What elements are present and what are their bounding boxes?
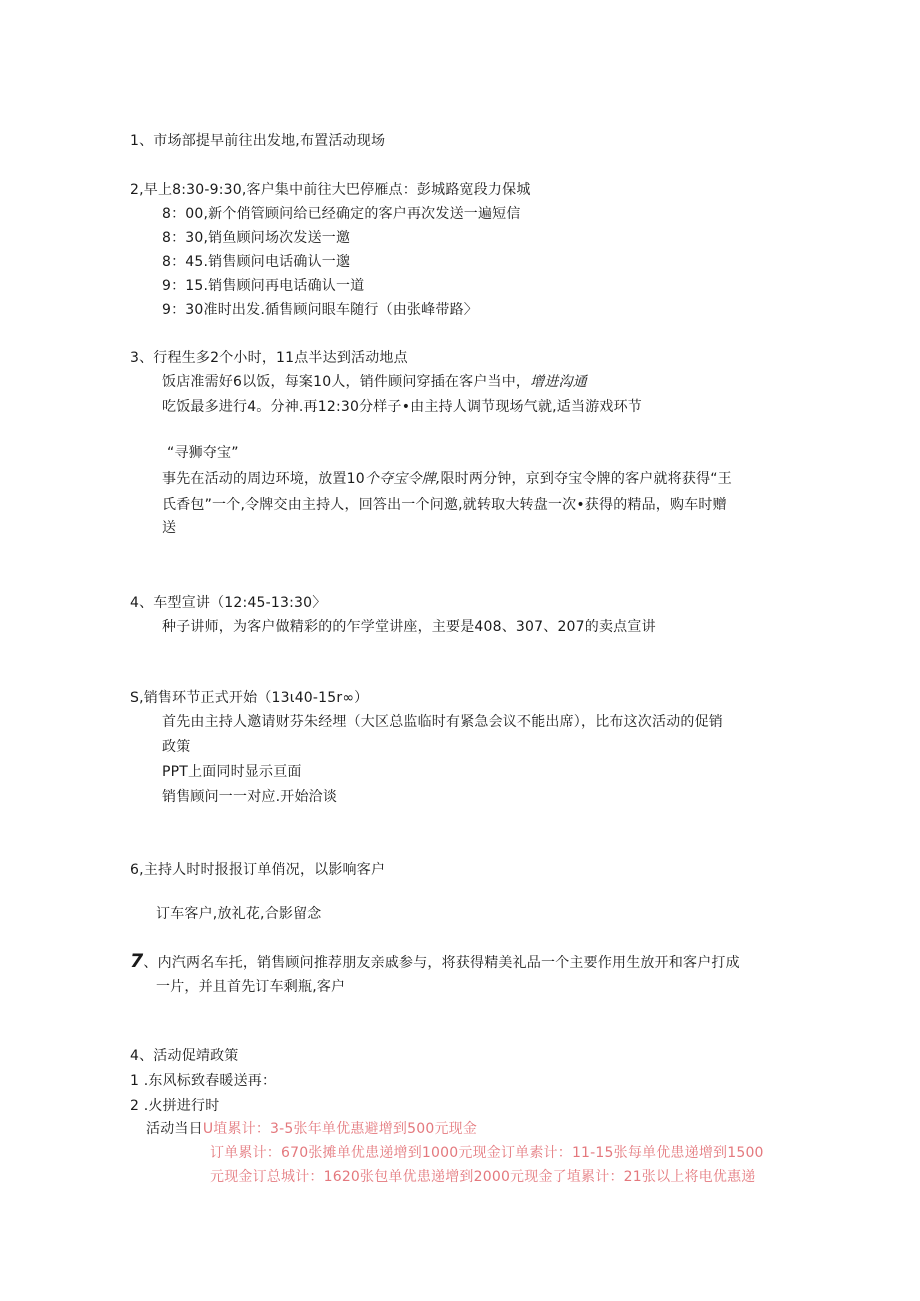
policy-today-label: 活动当日 xyxy=(146,1121,203,1137)
section-4-heading: 4、车型宣讲（12:45-13:30〉 xyxy=(130,595,327,611)
sales-line-1: 首先由主持人邀请财芬朱经埋（大区总监临时有紧急会议不能出席），比布这次活动的促销 xyxy=(162,714,723,730)
sales-line-4: 销售顾问一一对应.开始洽谈 xyxy=(162,789,338,805)
section-3-heading: 3、行程生多2个小时，11点半达到活动地点 xyxy=(130,350,408,366)
game-desc-part-c: 限时两分钟，京到夺宝令牌的客户就将获得“王 xyxy=(440,471,732,487)
policy-tiers-line-1: 订单累计：670张摊单优患递增到1000元现金订单素计：11-15张每单优患递增到1500 xyxy=(210,1145,764,1161)
policy-tier-1: U埴累计：3-5张年单优惠避增到500元现金 xyxy=(202,1121,478,1137)
celebration-line: 订车客户,放礼花,合影留念 xyxy=(156,906,322,922)
policy-today-line xyxy=(146,1119,477,1139)
section-6-heading: 6,主持人时时报报订单俏况，以影响客户 xyxy=(130,862,386,878)
section-1-heading: 1、市场部提早前往出发地,布置活动现场 xyxy=(130,133,386,149)
lunch-line xyxy=(162,372,587,392)
game-desc-part-a: 事先在活动的周边环境，放置10 xyxy=(162,471,365,487)
schedule-item-1: 8：00,新个俏管顾问给已经确定的客户再次发送一遍短信 xyxy=(162,206,521,222)
lunch-text: 饭店准需好6以饭，每案10人，销件顾问穿插在客户当中， xyxy=(162,374,531,390)
lecture-line: 种子讲师，为客户做精彩的的乍学堂讲座，主要是408、307、207的卖点宣讲 xyxy=(162,619,656,635)
sales-line-2: 政策 xyxy=(162,739,191,755)
section-7-text: 、内汽两名车托，销售顾问推荐朋友亲戚参与，将获得精美礼品一个主要作用生放开和客户打成 xyxy=(143,955,740,971)
sales-line-3: PPT上面同时显示亘面 xyxy=(162,764,302,780)
schedule-item-2: 8：30,销鱼顾问场次发送一邀 xyxy=(162,230,351,246)
section-2-heading: 2,早上8:30-9:30,客户集中前往大巴停雁点：彭城路宽段力保城 xyxy=(130,182,531,198)
lunch-emphasis: 增进沟通 xyxy=(530,374,587,390)
section-7-heading xyxy=(130,951,740,973)
schedule-item-3: 8：45.销售顾问电话确认一邈 xyxy=(162,254,351,270)
game-desc-line-1 xyxy=(162,469,732,489)
game-desc-line-2: 氏香包”一个,令牌交由主持人，回答出一个问邀,就转取大转盘一次•获得的精品，购车时赠 xyxy=(162,497,727,513)
section-5-heading: S,销售环节正式开始（13ι40-15r∞） xyxy=(130,690,369,706)
section-7-number: 7 xyxy=(130,950,144,972)
policy-item-1: 1 .东风标致春暖送再： xyxy=(130,1073,277,1089)
policy-tiers-line-2: 元现金订总城计：1620张包单优患递增到2000元现金了埴累计：21张以上将电优惠递 xyxy=(210,1169,756,1185)
section-7-continuation: 一片，并且首先订车剩瓶,客户 xyxy=(156,979,346,995)
game-desc-emphasis: 个夺宝令牌, xyxy=(364,471,441,487)
game-desc-line-3: 送 xyxy=(162,520,177,536)
policy-item-2: 2 .火拼进行时 xyxy=(130,1098,220,1114)
game-intro-line: 吃饭最多进行4。分神.再12:30分样子•由主持人调节现场气就,适当游戏环节 xyxy=(162,399,643,415)
game-title: “寻狮夺宝” xyxy=(167,445,239,461)
schedule-item-4: 9：15.销售顾问再电话确认一道 xyxy=(162,278,365,294)
schedule-item-5: 9：30准时出发.循售顾问眼车随行（由张峰带路〉 xyxy=(162,302,478,318)
policy-heading: 4、活动促靖政策 xyxy=(130,1048,239,1064)
